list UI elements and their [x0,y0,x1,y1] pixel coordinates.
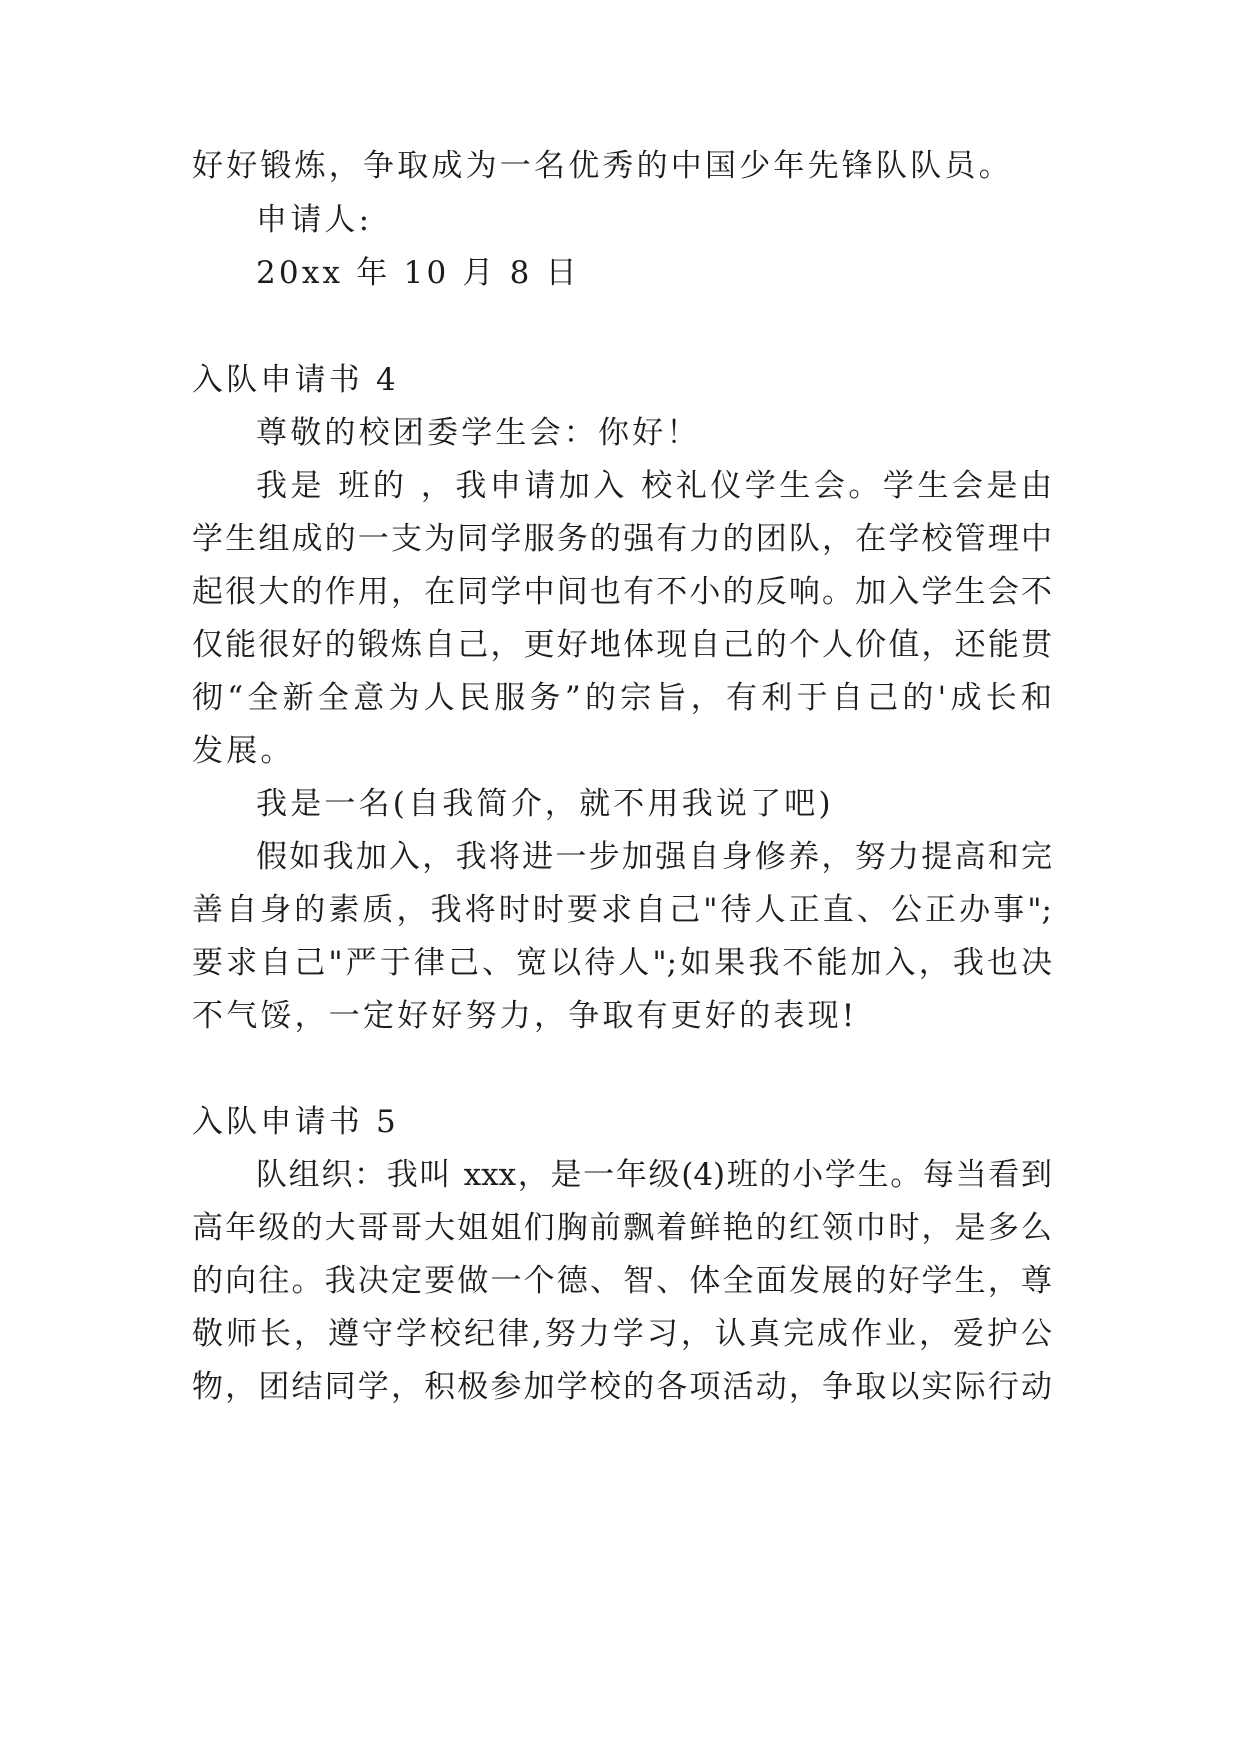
section4-p1-line: 仅能很好的锻炼自己，更好地体现自己的个人价值，还能贯 [192,627,1052,663]
closing-line: 好好锻炼，争取成为一名优秀的中国少年先锋队队员。 [192,148,1013,184]
section4-salutation: 尊敬的校团委学生会：你好！ [256,415,701,451]
section4-p3-line: 要求自己"严于律己、宽以待人";如果我不能加入，我也决 [192,945,1052,981]
signature-label: 申请人: [256,202,373,238]
section4-p1-line: 发展。 [192,733,295,769]
section4-p1-line: 起很大的作用，在同学中间也有不小的反响。加入学生会不 [192,574,1052,610]
section5-title: 入队申请书 5 [192,1104,399,1140]
section4-p2: 我是一名(自我简介，就不用我说了吧) [256,786,834,822]
section4-p3-line: 不气馁，一定好好努力，争取有更好的表现! [192,998,858,1034]
signature-date: 20xx 年 10 月 8 日 [256,255,580,291]
section4-p3-line: 假如我加入，我将进一步加强自身修养，努力提高和完 [256,839,1052,875]
section4-title: 入队申请书 4 [192,362,399,398]
section4-p1-line: 我是 班的 ，我申请加入 校礼仪学生会。学生会是由 [256,468,1052,504]
section4-p1-line: 彻“全新全意为人民服务”的宗旨，有利于自己的'成长和 [192,680,1052,716]
section5-p1-line: 敬师长，遵守学校纪律,努力学习，认真完成作业，爱护公 [192,1316,1052,1352]
section5-p1-line: 物，团结同学，积极参加学校的各项活动，争取以实际行动 [192,1369,1052,1405]
section4-p3-line: 善自身的素质，我将时时要求自己"待人正直、公正办事"; [192,892,1052,928]
section4-p1-line: 学生组成的一支为同学服务的强有力的团队，在学校管理中 [192,521,1052,557]
section5-p1-line: 队组织：我叫 xxx，是一年级(4)班的小学生。每当看到 [256,1157,1052,1193]
section5-p1-line: 高年级的大哥哥大姐姐们胸前飘着鲜艳的红领巾时，是多么 [192,1210,1052,1246]
section5-p1-line: 的向往。我决定要做一个德、智、体全面发展的好学生，尊 [192,1263,1052,1299]
